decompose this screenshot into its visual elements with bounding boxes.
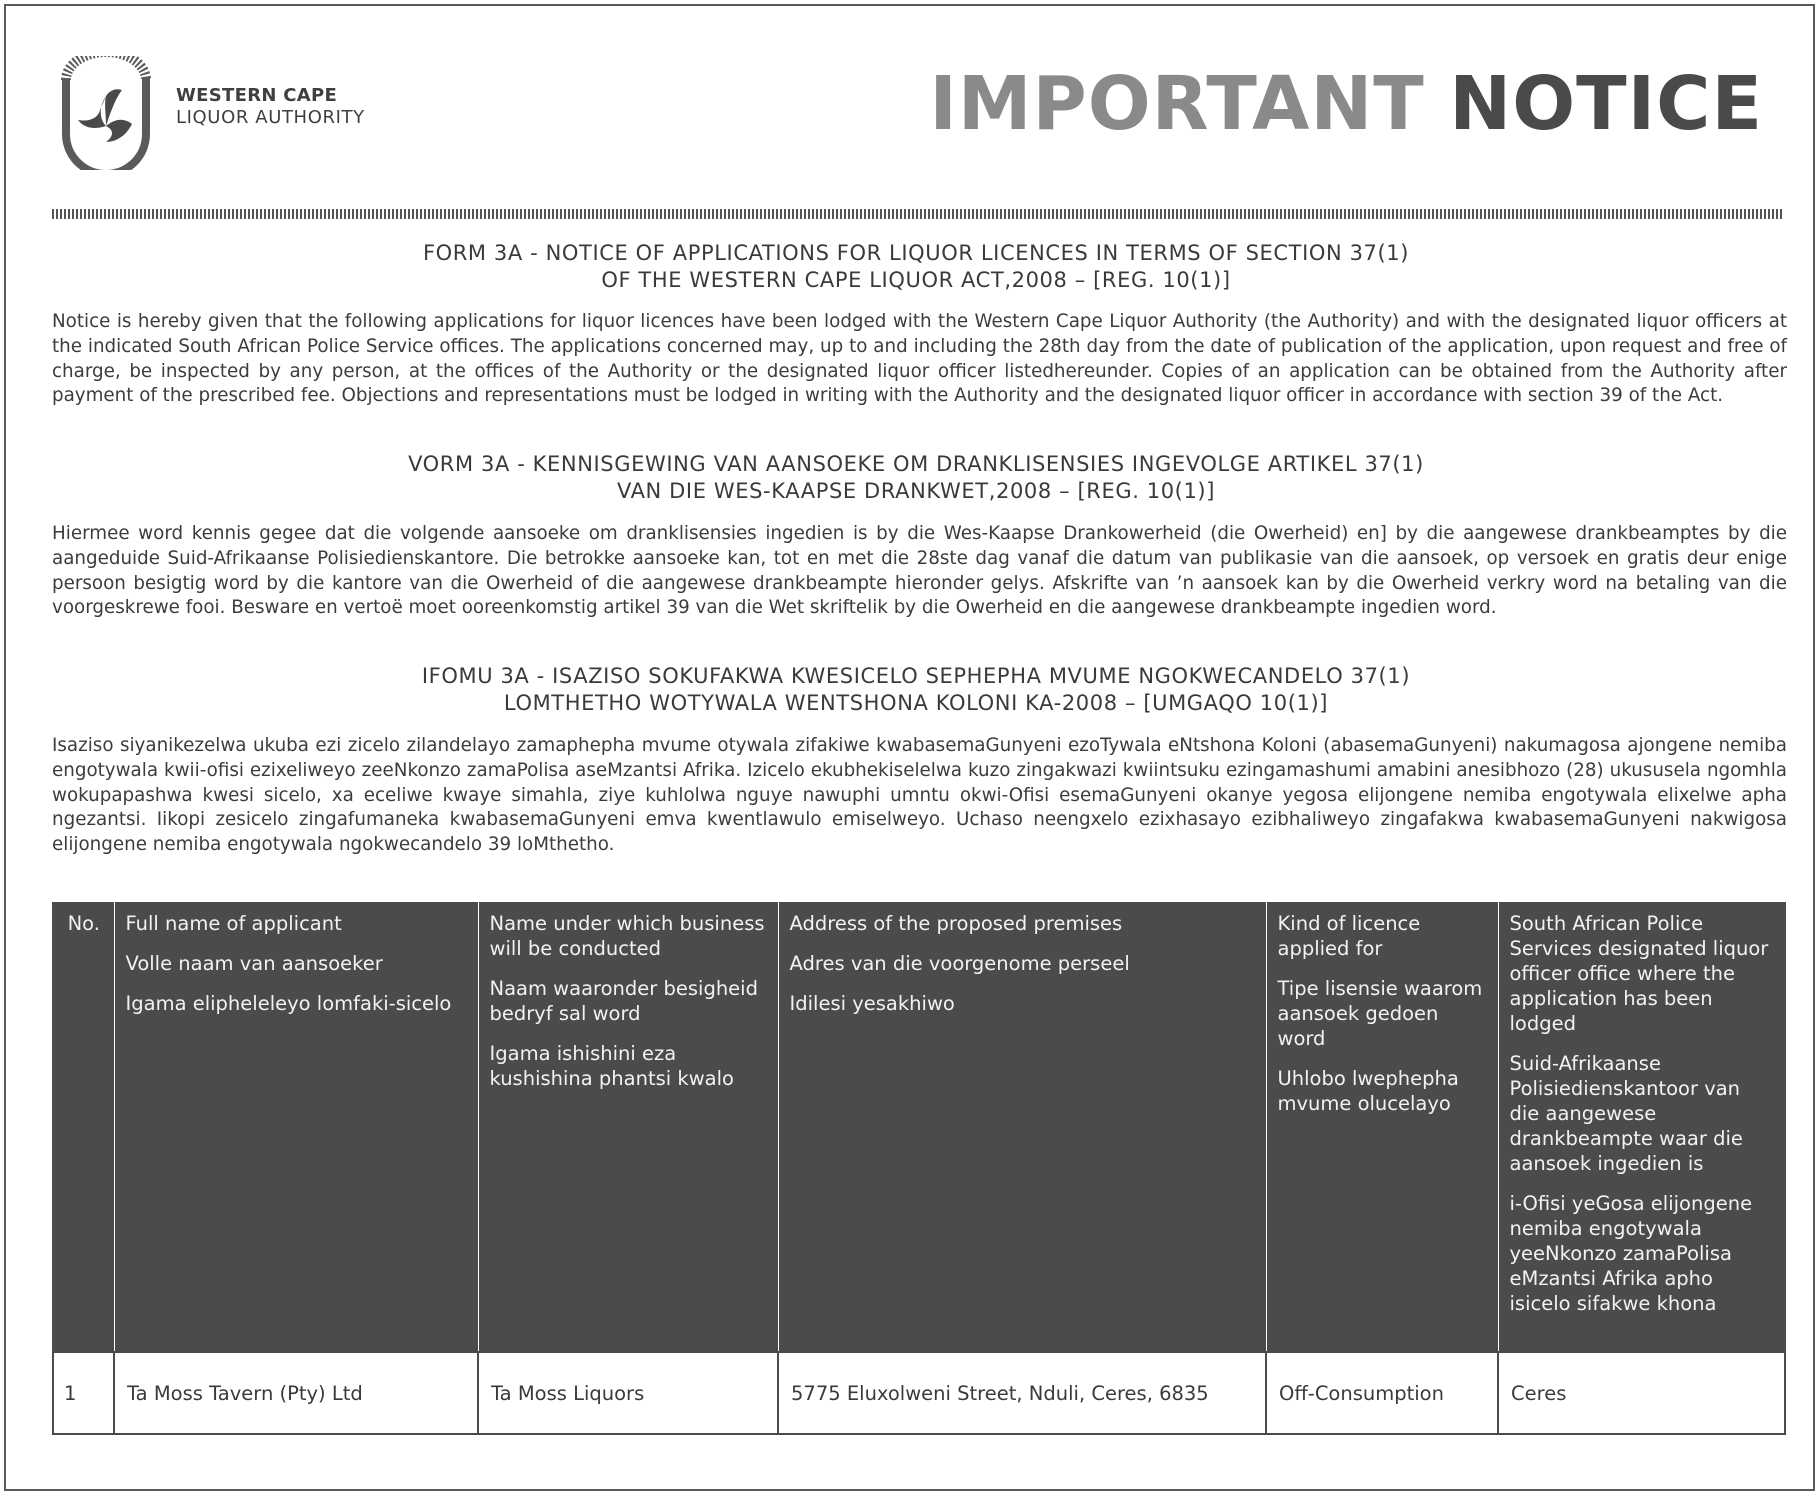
western-cape-liquor-authority-logo — [50, 56, 162, 170]
cell-licence: Off-Consumption — [1266, 1352, 1498, 1434]
header-address-en: Address of the proposed premises — [789, 912, 1123, 935]
cell-applicant: Ta Moss Tavern (Pty) Ltd — [114, 1352, 478, 1434]
cell-address: 5775 Eluxolweni Street, Nduli, Ceres, 6835 — [778, 1352, 1266, 1434]
table-header-row — [53, 902, 1785, 1352]
table-row — [53, 1352, 1785, 1434]
xhosa-title-line-2: LOMTHETHO WOTYWALA WENTSHONA KOLONI KA-2008 – [UMGAQO 10(1)] — [503, 691, 1329, 715]
afrikaans-title-line-1: VORM 3A - KENNISGEWING VAN AANSOEKE OM DRANKLISENSIES INGEVOLGE ARTIKEL 37(1) — [408, 452, 1424, 476]
header-licence-en: Kind of licence applied for — [1277, 912, 1421, 960]
header-applicant — [114, 902, 478, 1352]
notice-page — [4, 4, 1815, 1491]
header-business — [478, 902, 778, 1352]
header-applicant-af: Volle naam van aansoeker — [125, 952, 383, 975]
header-applicant-xh: Igama elipheleleyo lomfaki-sicelo — [125, 992, 452, 1015]
header-licence — [1266, 902, 1498, 1352]
afrikaans-title-line-2: VAN DIE WES-KAAPSE DRANKWET,2008 – [REG. 10(1)] — [616, 479, 1216, 503]
header-business-en: Name under which business will be conducted — [489, 912, 765, 960]
header-business-af: Naam waaronder besigheid bedryf sal word — [489, 977, 758, 1025]
header-police-xh: i-Ofisi yeGosa elijongene nemiba engotywala yeeNkonzo zamaPolisa eMzantsi Afrika apho isicelo sifakwe khona — [1509, 1192, 1753, 1315]
afrikaans-title — [46, 451, 1786, 505]
header-police-af: Suid-Afrikaanse Polisiedienskantoor van die aangewese drankbeampte waar die aansoek ingedien is — [1509, 1052, 1743, 1175]
header-address-af: Adres van die voorgenome perseel — [789, 952, 1130, 975]
brand-line-2: LIQUOR AUTHORITY — [176, 107, 365, 128]
header-police — [1498, 902, 1785, 1352]
header-address — [778, 902, 1266, 1352]
english-title-line-1: FORM 3A - NOTICE OF APPLICATIONS FOR LIQUOR LICENCES IN TERMS OF SECTION 37(1) — [422, 241, 1410, 265]
header-no — [53, 902, 114, 1352]
xhosa-title-line-1: IFOMU 3A - ISAZISO SOKUFAKWA KWESICELO SEPHEPHA MVUME NGOKWECANDELO 37(1) — [421, 664, 1411, 688]
header-licence-xh: Uhlobo lwephepha mvume olucelayo — [1277, 1067, 1459, 1115]
dotted-divider — [52, 209, 1782, 219]
xhosa-title — [46, 663, 1786, 717]
applications-table — [52, 902, 1786, 1435]
english-paragraph: Notice is hereby given that the following applications for liquor licences have been lodged with the Western Cape Liquor Authority (the Authority) and with the designated liquor officers at the indicated South African Police Service offices. The applications concerned may, up to and including the 28th day from the date of publication of the application, upon request and free of charge, be inspected by any person, at the offices of the Authority or the designated liquor officer listedhereunder. Copies of an application can be obtained from the Authority after payment of the prescribed fee. Objections and representations must be lodged in writing with the Authority and the designated liquor officer in accordance with section 39 of the Act. — [52, 311, 1787, 407]
header-police-en: South African Police Services designated liquor officer office where the application has been lodged — [1509, 912, 1769, 1035]
header-no-label: No. — [67, 912, 100, 935]
header-business-xh: Igama ishishini eza kushishina phantsi kwalo — [489, 1042, 734, 1090]
header-licence-af: Tipe lisensie waarom aansoek gedoen word — [1277, 977, 1483, 1050]
brand-name — [176, 85, 365, 129]
cell-business: Ta Moss Liquors — [478, 1352, 778, 1434]
afrikaans-paragraph: Hiermee word kennis gegee dat die volgende aansoeke om dranklisensies ingedien is by die Wes-Kaapse Drankowerheid (die Owerheid) en] by die aangewese drankbeamptes by die aangeduide Suid-Afrikaanse Polisiedienskantore. Die betrokke aansoeke kan, tot en met die 28ste dag vanaf die datum van publikasie van die aansoek, op versoek en gratis deur enige persoon besigtig word by die kantore van die Owerheid of die aangewese drankbeampte hieronder gelys. Afskrifte van ’n aansoek kan by die Owerheid verkry word na betaling van die voorgeskrewe fooi. Besware en vertoë moet ooreenkomstig artikel 39 van die Wet skriftelik by die Owerheid en die aangewese drankbeampte ingedien word. — [52, 523, 1787, 619]
english-title-line-2: OF THE WESTERN CAPE LIQUOR ACT,2008 – [REG. 10(1)] — [601, 268, 1231, 292]
headline-word-notice: NOTICE — [1449, 61, 1763, 147]
important-notice-headline — [929, 61, 1763, 147]
brand-line-1: WESTERN CAPE — [176, 85, 338, 106]
cell-police: Ceres — [1498, 1352, 1785, 1434]
headline-word-important: IMPORTANT — [929, 61, 1425, 147]
cell-no: 1 — [53, 1352, 114, 1434]
header-applicant-en: Full name of applicant — [125, 912, 342, 935]
header-address-xh: Idilesi yesakhiwo — [789, 992, 955, 1015]
xhosa-paragraph: Isaziso siyanikezelwa ukuba ezi zicelo zilandelayo zamaphepha mvume otywala zifakiwe kwabasemaGunyeni ezoTywala eNtshona Koloni (abasemaGunyeni) nakumagosa ajongene nemiba engotywala kwii-ofisi ezixeliweyo zeeNkonzo zamaPolisa aseMzantsi Afrika. Izicelo ekubhekiselelwa kuzo zingakwazi kwiintsuku ezingamashumi amabini anesibhozo (28) ukususela ngomhla wokupapashwa kwesi sicelo, xa eceliwe kwaye simahla, ziye kuhlolwa nguye nawuphi umntu okwi-Ofisi esemaGunyeni okanye yegosa elijongene nemiba engotywala elixelwe apha ngezantsi. Iikopi zesicelo zingafumaneka kwabasemaGunyeni emva kwentlawulo emiselweyo. Uchaso neengxelo ezixhasayo ezibhaliweyo zingafakwa kwabasemaGunyeni nakwigosa elijongene nemiba engotywala ngokwecandelo 39 loMthetho. — [52, 735, 1787, 856]
english-title — [46, 240, 1786, 294]
